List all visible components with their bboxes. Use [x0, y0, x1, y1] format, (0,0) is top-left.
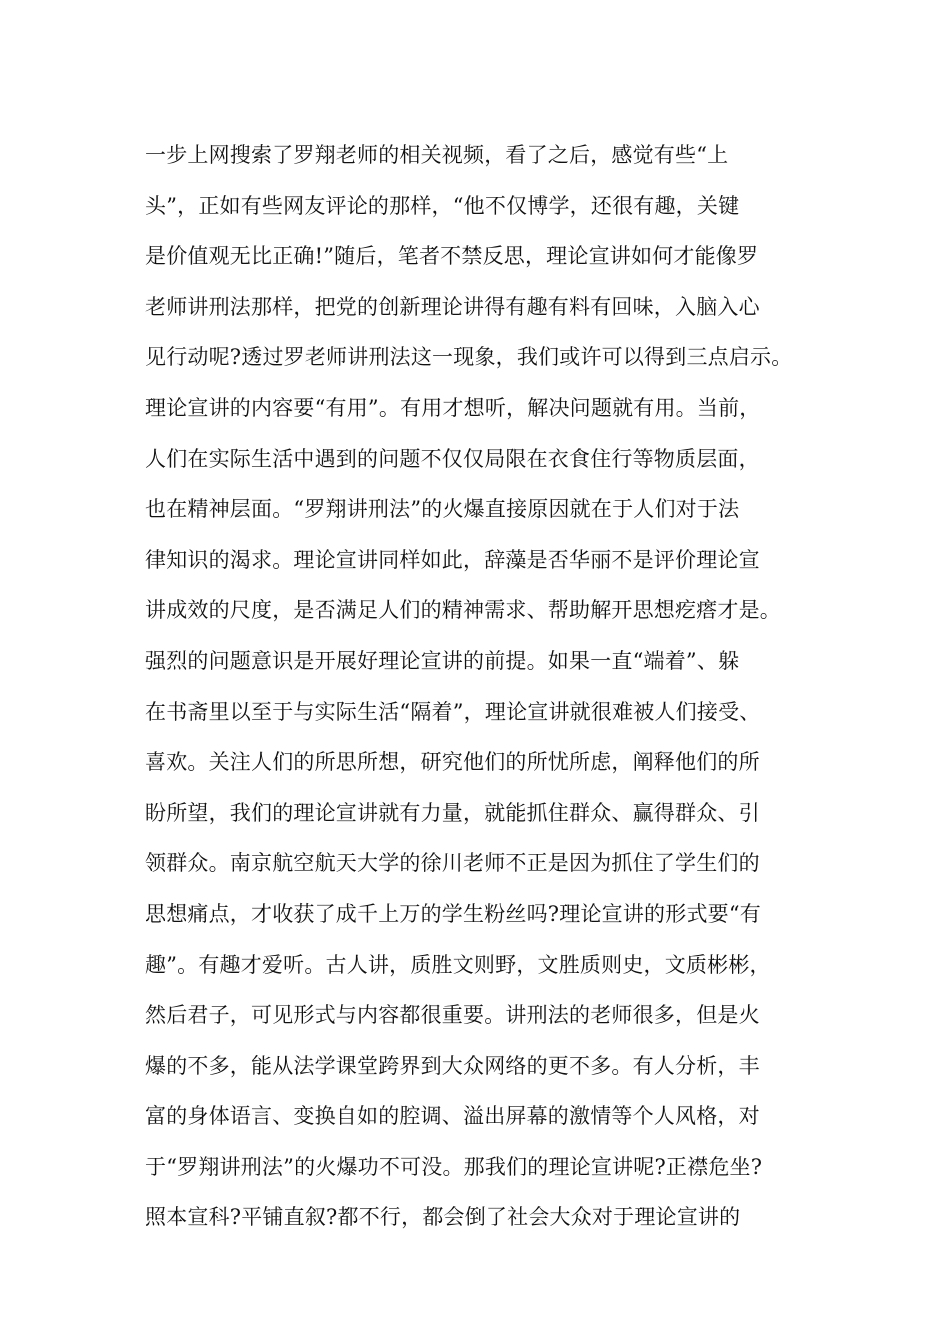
text-line: 讲成效的尺度，是否满足人们的精神需求、帮助解开思想疙瘩才是。 — [145, 598, 781, 623]
text-line: 人们在实际生活中遇到的问题不仅仅局限在衣食住行等物质层面， — [145, 446, 760, 471]
text-line: 在书斋里以至于与实际生活“隔着”，理论宣讲就很难被人们接受、 — [145, 699, 761, 724]
text-line: 律知识的渴求。理论宣讲同样如此，辞藻是否华丽不是评价理论宣 — [145, 547, 760, 572]
text-line: 老师讲刑法那样，把党的创新理论讲得有趣有料有回味，入脑入心 — [145, 294, 760, 319]
text-line: 头”，正如有些网友评论的那样，“他不仅博学，还很有趣，关键 — [145, 193, 740, 218]
text-line: 爆的不多，能从法学课堂跨界到大众网络的更不多。有人分析，丰 — [145, 1053, 760, 1078]
text-line: 于“罗翔讲刑法”的火爆功不可没。那我们的理论宣讲呢?正襟危坐? — [145, 1154, 763, 1179]
text-line: 见行动呢?透过罗老师讲刑法这一现象，我们或许可以得到三点启示。 — [145, 345, 793, 370]
text-line: 一步上网搜索了罗翔老师的相关视频，看了之后，感觉有些“上 — [145, 143, 729, 167]
text-line: 盼所望，我们的理论宣讲就有力量，就能抓住群众、赢得群众、引 — [145, 800, 760, 825]
text-line: 强烈的问题意识是开展好理论宣讲的前提。如果一直“端着”、躲 — [145, 648, 740, 673]
text-line: 趣”。有趣才爱听。古人讲，质胜文则野，文胜质则史，文质彬彬， — [145, 952, 771, 977]
text-line: 思想痛点，才收获了成千上万的学生粉丝吗?理论宣讲的形式要“有 — [145, 901, 761, 926]
text-line: 富的身体语言、变换自如的腔调、溢出屏幕的激情等个人风格，对 — [145, 1104, 760, 1129]
text-line: 喜欢。关注人们的所思所想，研究他们的所忧所虑，阐释他们的所 — [145, 750, 760, 775]
body-text — [145, 130, 845, 1243]
text-line: 理论宣讲的内容要“有用”。有用才想听，解决问题就有用。当前， — [145, 395, 761, 420]
text-line: 照本宣科?平铺直叙?都不行，都会倒了社会大众对于理论宣讲的 — [145, 1205, 741, 1230]
text-line: 然后君子，可见形式与内容都很重要。讲刑法的老师很多，但是火 — [145, 1003, 760, 1028]
text-line: 也在精神层面。“罗翔讲刑法”的火爆直接原因就在于人们对于法 — [145, 497, 740, 522]
text-line: 是价值观无比正确!”随后，笔者不禁反思，理论宣讲如何才能像罗 — [145, 244, 759, 269]
text-line: 领群众。南京航空航天大学的徐川老师不正是因为抓住了学生们的 — [145, 851, 760, 876]
